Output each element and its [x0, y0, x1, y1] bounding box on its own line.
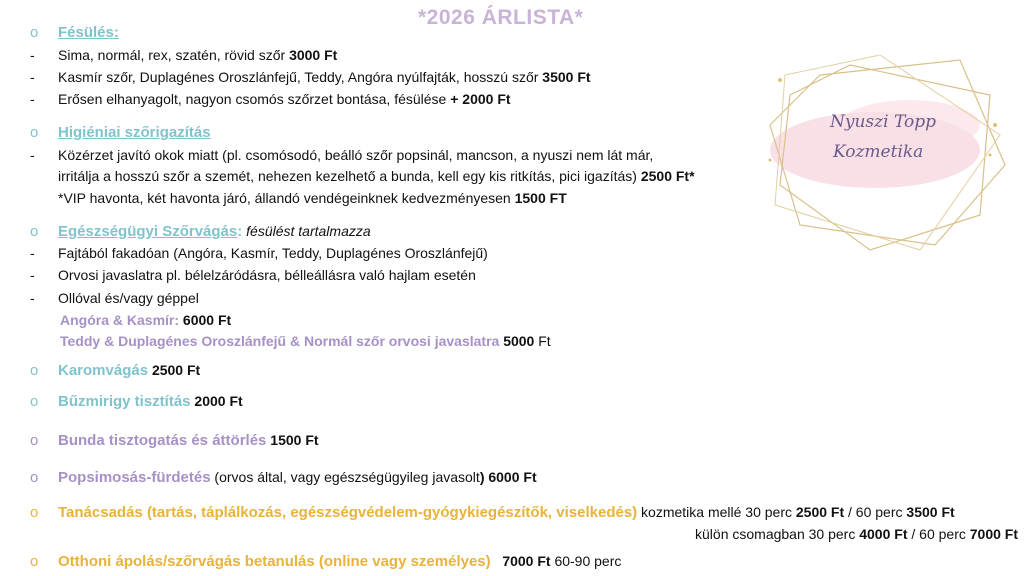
section-egeszseg — [30, 223, 371, 240]
section-buzmirigy — [30, 393, 243, 410]
dash-bullet-icon: - — [30, 69, 35, 85]
item-text: Közérzet javító okok miatt (pl. csomósodó, beálló szőr popsinál, mancson, a nyuszi nem lát már, — [58, 147, 654, 163]
sub-label: Teddy & Duplagénes Oroszlánfejű & Normál szőr orvosi javaslatra — [60, 333, 504, 349]
service-label: Karomvágás — [58, 362, 149, 379]
price-60min: 3500 Ft — [906, 504, 955, 520]
list-item — [30, 147, 653, 163]
section-note: fésülést tartalmazza — [246, 223, 371, 239]
logo-text-line2: Kozmetika — [833, 142, 924, 162]
section-otthoni — [30, 553, 621, 570]
dash-bullet-icon: - — [30, 267, 35, 283]
list-item — [30, 91, 511, 107]
list-item — [30, 47, 337, 63]
list-item — [30, 245, 488, 261]
dash-bullet-icon: - — [30, 91, 35, 107]
vip-note — [58, 190, 567, 206]
section-tanacsadas — [30, 504, 955, 521]
sub-price: 5000 — [503, 333, 535, 349]
circle-bullet-icon: o — [30, 24, 39, 41]
item-price: 3500 Ft — [542, 69, 591, 85]
vip-text: *VIP havonta, két havonta járó, állandó vendégeinknek kedvezményesen — [58, 190, 515, 206]
item-text: Orvosi javaslatra pl. bélelzáródásra, bélleállásra való hajlam esetén — [58, 267, 476, 283]
service-price: 7000 Ft — [502, 553, 551, 569]
dash-bullet-icon: - — [30, 290, 35, 306]
item-text: Ollóval és/vagy géppel — [58, 290, 199, 306]
service-price: ) 6000 Ft — [479, 469, 537, 485]
dash-bullet-icon: - — [30, 245, 35, 261]
list-item — [30, 290, 199, 306]
section-bunda — [30, 432, 319, 449]
section-heading: Egészségügyi Szőrvágás — [58, 223, 238, 240]
section-karomvagas — [30, 362, 200, 379]
price-30min: 2500 Ft — [795, 504, 845, 520]
section-fesules — [30, 24, 119, 41]
sub-label: Angóra & Kasmír: — [60, 312, 183, 328]
dash-bullet-icon: - — [30, 147, 35, 163]
item-price: 2500 Ft* — [640, 168, 695, 184]
list-item — [30, 267, 476, 283]
price-30min: 4000 Ft — [859, 526, 908, 542]
item-text: irritálja a hosszú szőr a szemét, nehezen kezelhető a bunda, kell egy kis ritkítás, pici igazítás) — [58, 168, 641, 184]
section-heading: Fésülés: — [58, 24, 119, 41]
tanacsadas-row2 — [695, 526, 1018, 542]
dash-bullet-icon: - — [30, 47, 35, 63]
circle-bullet-icon: o — [30, 504, 39, 521]
list-item-continuation — [58, 168, 695, 184]
sub-unit: Ft — [534, 333, 551, 349]
tanacsadas-row2-prefix: külön csomagban 30 perc — [695, 526, 860, 542]
tanacsadas-row1-prefix: kozmetika mellé 30 perc — [637, 504, 796, 520]
item-price: 3000 Ft — [289, 47, 338, 63]
item-price: + 2000 Ft — [450, 91, 511, 107]
circle-bullet-icon: o — [30, 124, 39, 141]
item-text: Kasmír szőr, Duplagénes Oroszlánfejű, Teddy, Angóra nyúlfajták, hosszú szőr — [58, 69, 543, 85]
circle-bullet-icon: o — [30, 553, 39, 570]
logo-text-line1: Nyuszi Topp — [830, 112, 936, 132]
section-higieniai — [30, 124, 211, 141]
service-duration: 60-90 perc — [550, 553, 622, 569]
service-label: Bűzmirigy tisztítás — [58, 393, 191, 410]
service-note: (orvos által, vagy egészségügyileg javasolt — [210, 469, 480, 485]
sub-item — [60, 333, 551, 349]
circle-bullet-icon: o — [30, 223, 39, 240]
item-text: Erősen elhanyagolt, nagyon csomós szőrzet bontása, fésülése — [58, 91, 451, 107]
service-price: 1500 Ft — [270, 432, 319, 448]
section-popsimosas — [30, 469, 537, 486]
price-60min: 7000 Ft — [969, 526, 1018, 542]
circle-bullet-icon: o — [30, 362, 39, 379]
vip-price: 1500 FT — [514, 190, 567, 206]
service-label: Otthoni ápolás/szőrvágás betanulás (online vagy személyes) — [58, 553, 491, 570]
page-title: *2026 ÁRLISTA* — [418, 6, 584, 29]
sub-item — [60, 312, 231, 328]
sub-price: 6000 Ft — [182, 312, 232, 328]
separator-text: / 60 perc — [844, 504, 907, 520]
circle-bullet-icon: o — [30, 469, 39, 486]
separator-text: / 60 perc — [907, 526, 970, 542]
service-label: Tanácsadás (tartás, táplálkozás, egészségvédelem-gyógykiegészítők, viselkedés) — [58, 504, 638, 521]
service-label: Popsimosás-fürdetés — [58, 469, 211, 486]
section-heading: Higiéniai szőrigazítás — [58, 124, 211, 141]
item-text: Sima, normál, rex, szatén, rövid szőr — [58, 47, 290, 63]
heading-colon: : — [237, 223, 243, 240]
list-item — [30, 69, 591, 85]
circle-bullet-icon: o — [30, 393, 39, 410]
service-label: Bunda tisztogatás és áttörlés — [58, 432, 267, 449]
service-price: 2000 Ft — [194, 393, 243, 409]
service-price: 2500 Ft — [151, 362, 201, 378]
circle-bullet-icon: o — [30, 432, 39, 449]
item-text: Fajtából fakadóan (Angóra, Kasmír, Teddy, Duplagénes Oroszlánfejű) — [58, 245, 488, 261]
